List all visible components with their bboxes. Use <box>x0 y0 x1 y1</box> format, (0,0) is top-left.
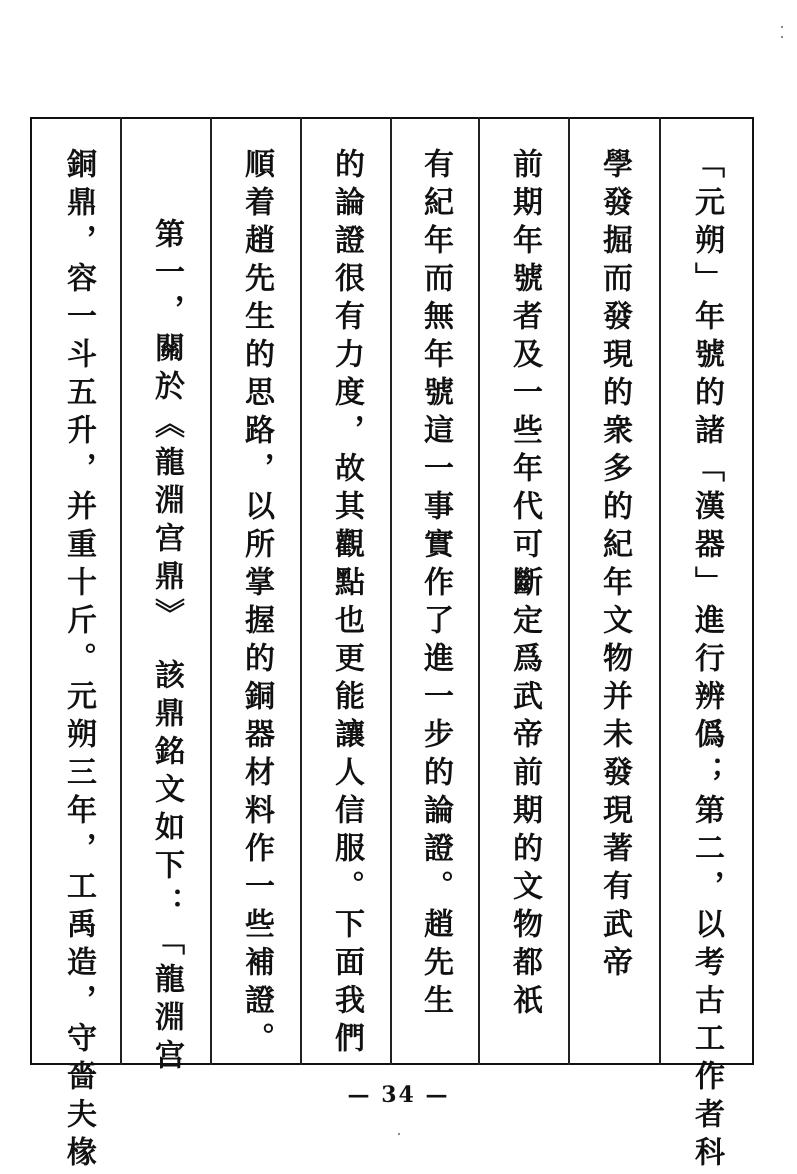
column-text: 「元朔」年號的諸「漢器」進行辨僞；第二，以考古工作者科 <box>689 148 724 1174</box>
column-rule <box>300 117 302 1065</box>
column-text: 順着趙先生的思路，以所掌握的銅器材料作一些補證。 <box>239 148 274 1060</box>
page-number: — 34 — <box>347 1082 450 1108</box>
text-column-7 <box>130 218 202 1118</box>
column-text: 的論證很有力度，故其觀點也更能讓人信服。下面我們 <box>329 148 364 1060</box>
column-text: 銅鼎，容一斗五升，并重十斤。元朔三年，工禹造，守嗇夫椽 <box>61 148 96 1174</box>
text-column-5 <box>310 148 382 1060</box>
column-rule <box>478 117 480 1065</box>
text-column-8 <box>42 148 114 1174</box>
column-text: 學發掘而發現的衆多的紀年文物并未發現著有武帝 <box>597 148 632 984</box>
text-column-6 <box>220 148 292 1060</box>
text-column-3 <box>488 148 560 1048</box>
scan-speck <box>398 1133 400 1135</box>
text-column-4 <box>399 148 471 1048</box>
column-rule <box>659 117 661 1065</box>
column-text: 第一，關於《龍淵宫鼎》 該鼎銘文如下：「龍淵宫 <box>149 218 184 1077</box>
column-rule <box>210 117 212 1065</box>
scan-speck <box>781 36 783 38</box>
scan-speck <box>781 26 783 28</box>
text-column-1 <box>670 148 742 1174</box>
text-column-2 <box>578 148 650 1048</box>
column-text: 前期年號者及一些年代可斷定爲武帝前期的文物都祇 <box>507 148 542 1022</box>
column-text: 有紀年而無年號這一事實作了進一步的論證。趙先生 <box>418 148 453 1022</box>
column-rule <box>568 117 570 1065</box>
column-rule <box>390 117 392 1065</box>
column-rule <box>120 117 122 1065</box>
